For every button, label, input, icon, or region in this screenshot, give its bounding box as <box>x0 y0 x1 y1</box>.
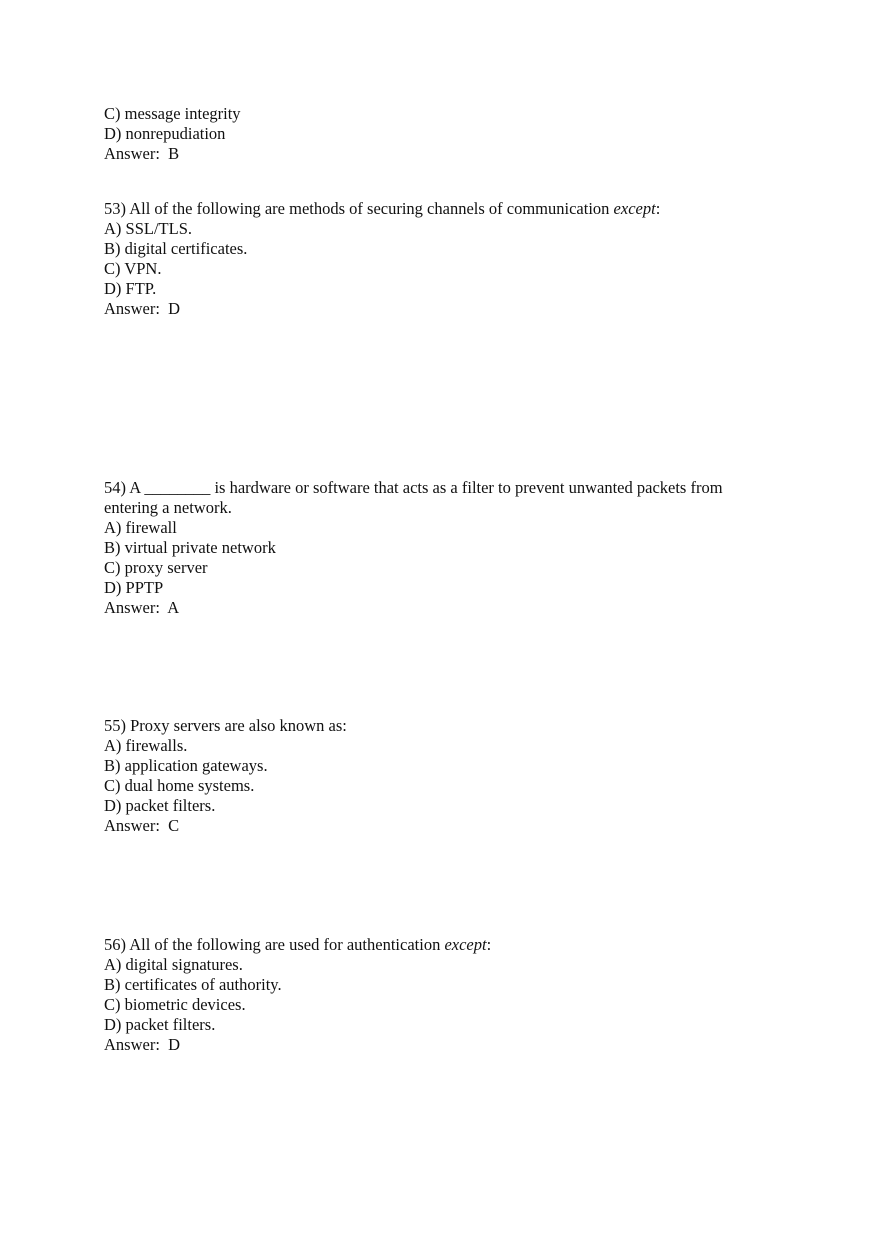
stem-emphasis: except <box>444 935 487 954</box>
stem-text: 56) All of the following are used for authentication <box>104 935 445 954</box>
option-c: C) VPN. <box>104 259 162 278</box>
option-c: C) biometric devices. <box>104 995 246 1014</box>
stem-end: : <box>655 199 661 218</box>
option-d: D) nonrepudiation <box>104 124 226 143</box>
option-b: B) certificates of authority. <box>104 975 282 994</box>
option-a: A) firewall <box>104 518 177 537</box>
answer: Answer: A <box>104 598 180 617</box>
question-53 <box>104 199 784 319</box>
question-stem-line-2: entering a network. <box>104 498 232 517</box>
option-c: C) message integrity <box>104 104 241 123</box>
stem-emphasis: except <box>613 199 656 218</box>
answer: Answer: B <box>104 144 180 163</box>
option-b: B) digital certificates. <box>104 239 248 258</box>
question-stem-line-1: 54) A ________ is hardware or software that acts as a filter to prevent unwanted packets from <box>104 478 723 497</box>
question-54 <box>104 478 784 618</box>
question-stem <box>104 935 784 955</box>
option-a: A) SSL/TLS. <box>104 219 193 238</box>
answer: Answer: C <box>104 816 180 835</box>
answer: Answer: D <box>104 299 181 318</box>
option-d: D) packet filters. <box>104 796 216 815</box>
question-stem <box>104 199 784 219</box>
stem-text: 53) All of the following are methods of securing channels of communication <box>104 199 614 218</box>
option-b: B) virtual private network <box>104 538 276 557</box>
question-stem: 55) Proxy servers are also known as: <box>104 716 347 735</box>
option-a: A) digital signatures. <box>104 955 243 974</box>
option-d: D) packet filters. <box>104 1015 216 1034</box>
option-d: D) PPTP <box>104 578 164 597</box>
answer: Answer: D <box>104 1035 181 1054</box>
question-55 <box>104 716 784 836</box>
option-c: C) proxy server <box>104 558 208 577</box>
question-56 <box>104 935 784 1055</box>
option-d: D) FTP. <box>104 279 157 298</box>
option-b: B) application gateways. <box>104 756 268 775</box>
option-c: C) dual home systems. <box>104 776 255 795</box>
stem-end: : <box>486 935 492 954</box>
question-52-continuation <box>104 104 784 164</box>
option-a: A) firewalls. <box>104 736 188 755</box>
